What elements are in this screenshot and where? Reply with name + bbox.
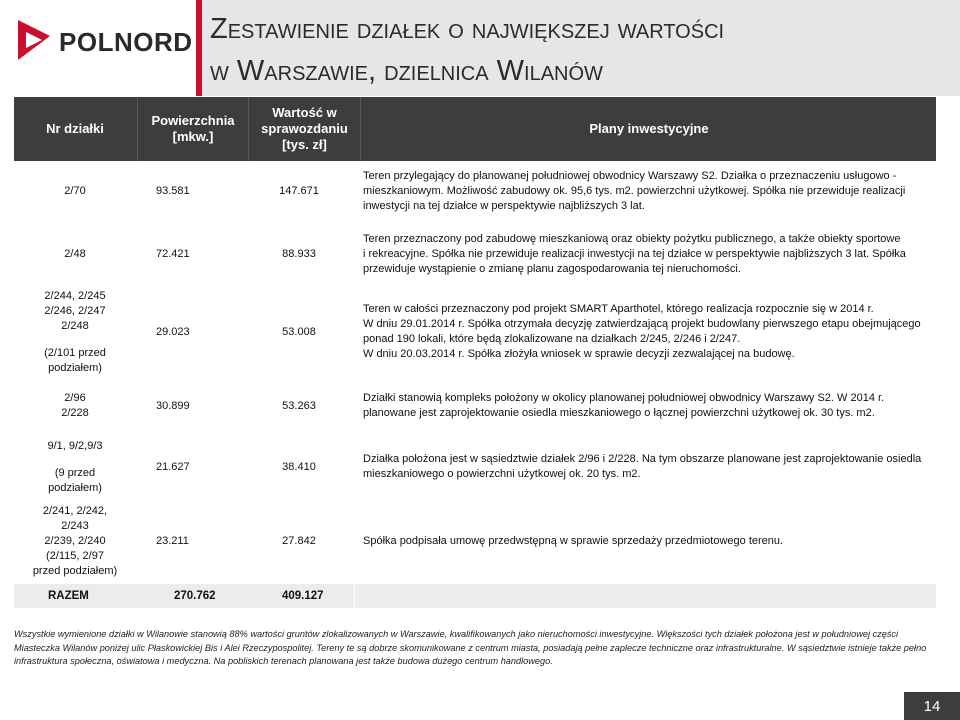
plan-line: Teren przeznaczony pod zabudowę mieszkaniową oraz obiekty pożytku publicznego, a także obiekty sportowe <box>363 233 901 245</box>
plot-plan <box>363 169 936 214</box>
page-title <box>210 8 950 92</box>
plan-line: W dniu 29.01.2014 r. Spółka otrzymała decyzję zatwierdzającą projekt budowlany pierwszego etapu obejmującego <box>363 318 921 330</box>
plot-plan <box>363 302 936 362</box>
plan-line: mieszkaniowego o powierzchni użytkowej ok. 20 tys. m2. <box>363 468 641 480</box>
total-area: 270.762 <box>174 590 216 602</box>
plot-value: 38.410 <box>282 460 316 473</box>
plot-id-line: 9/1, 9/2,9/3 <box>47 439 103 452</box>
plot-id <box>14 163 136 219</box>
plan-line: W dniu 20.03.2014 r. Spółka złożyła wniosek w sprawie decyzji zezwalającej na budowę. <box>363 348 795 360</box>
table-row <box>14 287 936 377</box>
logo-mark-icon <box>14 18 54 62</box>
plot-id <box>14 503 136 579</box>
plot-area: 93.581 <box>156 184 190 197</box>
plot-value: 88.933 <box>282 247 316 260</box>
plan-line: inwestycji na tej działce w perspektywie najbliższych 3 lat. <box>363 200 645 212</box>
plot-plan <box>363 452 936 482</box>
plot-area: 21.627 <box>156 460 190 473</box>
plot-id-line: (9 przed <box>54 466 96 479</box>
plot-id <box>14 287 136 377</box>
plot-plan <box>363 391 936 421</box>
plan-line: Teren przylegający do planowanej południowej obwodnicy Warszawy S2. Działka o przeznaczeniu usługowo - <box>363 170 897 182</box>
title-line-2: w Warszawie, dzielnica Wilanów <box>210 55 603 87</box>
plan-line: Teren w całości przeznaczony pod projekt SMART Aparthotel, którego realizacja rozpocznie się w 2014 r. <box>363 303 874 315</box>
plot-plan <box>363 232 936 277</box>
plot-id <box>14 226 136 282</box>
table-row <box>14 384 936 428</box>
plot-id <box>14 384 136 428</box>
table-row <box>14 503 936 579</box>
table-row <box>14 226 936 282</box>
plan-line: i rekreacyjne. Spółka nie przewiduje realizacji inwestycji na tej działce w perspektywie najbliższych 3 lat. Spółka <box>363 248 906 260</box>
plan-line: Spółka podpisała umowę przedwstępną w sprawie sprzedaży przedmiotowego terenu. <box>363 535 784 547</box>
total-row <box>14 584 936 608</box>
plot-id-line: 2/246, 2/247 <box>44 304 106 317</box>
plot-id-line: 2/241, 2/242, <box>42 504 108 517</box>
plot-id-line: 2/96 <box>64 392 86 404</box>
plot-id-line: 2/243 <box>61 519 89 532</box>
header-area: Powierzchnia [mkw.] <box>137 97 248 161</box>
plot-id-line: 2/48 <box>64 247 86 260</box>
total-label: RAZEM <box>48 590 89 602</box>
plot-id-line: podziałem) <box>48 481 102 494</box>
plot-id <box>14 434 136 500</box>
plot-id-line: 2/228 <box>61 407 89 419</box>
title-accent <box>196 0 202 96</box>
plot-value: 53.263 <box>282 399 316 412</box>
header-value: Wartość w sprawozdaniu [tys. zł] <box>248 97 360 161</box>
plan-line: planowane jest zaprojektowanie osiedla mieszkaniowego o łącznej powierzchni użytkowej ok. 30 tys. m2. <box>363 407 875 419</box>
plan-line: ponad 190 lokali, które będą zlokalizowane na działkach 2/245, 2/246 i 2/247. <box>363 333 741 345</box>
plot-id-line: (2/115, 2/97 <box>46 549 104 562</box>
plot-value: 147.671 <box>279 184 319 197</box>
total-value: 409.127 <box>282 590 324 602</box>
table-row <box>14 434 936 500</box>
plot-id-line: 2/248 <box>61 319 89 332</box>
plot-id-line: (2/101 przed <box>44 346 106 359</box>
plan-line: Działka położona jest w sąsiedztwie działek 2/96 i 2/228. Na tym obszarze planowane jest zaprojektowanie osiedla <box>363 453 922 465</box>
plot-id-line: 2/239, 2/240 <box>44 534 106 547</box>
plan-line: mieszkaniowym. Możliwość zabudowy ok. 95,6 tys. m2. powierzchni użytkowej. Spółka nie przewiduje realizacji <box>363 185 906 197</box>
plan-line: Działki stanowią kompleks położony w okolicy planowanej południowej obwodnicy Warszawy S2. W 2014 r. <box>363 392 885 404</box>
plan-line: przewiduje wystąpienie o zmianę planu zagospodarowania tej nieruchomości. <box>363 263 741 275</box>
plot-plan <box>363 534 936 549</box>
header-plot-no: Nr działki <box>46 121 104 136</box>
plot-value: 53.008 <box>282 325 316 338</box>
page-number: 14 <box>904 692 960 720</box>
plot-id-line: podziałem) <box>48 361 102 374</box>
plot-area: 23.211 <box>156 534 189 547</box>
table-header <box>14 97 936 161</box>
logo-text: POLNORD <box>59 27 193 57</box>
plot-area: 29.023 <box>156 325 190 338</box>
total-divider <box>354 584 355 608</box>
plot-id-line: 2/70 <box>64 184 86 197</box>
plot-area: 72.421 <box>156 247 190 260</box>
title-line-1: Zestawienie działek o największej wartości <box>210 13 725 45</box>
plot-area: 30.899 <box>156 399 190 412</box>
table-row <box>14 163 936 219</box>
footnote: Wszystkie wymienione działki w Wilanowie stanowią 88% wartości gruntów zlokalizowanych w Warszawie, kwalifikowanych jako nieruchomości inwestycyjne. Większości tych działek położona jest w południowej części Miasteczka Wilanów poniżej ulic Płaskowickiej Bis i Alei Rzeczypospolitej. Tereny te są dobrze skomunikowane z centrum miasta, posiadają pełne zaplecze techniczne oraz infrastrukturalne. W sąsiedztwie istnieje także pełno infrastruktura społeczna, oświatowa i medyczna. Na pobliskich terenach planowana jest także budowa dużego centrum handlowego. <box>14 629 927 666</box>
polnord-logo <box>14 18 193 62</box>
plot-value: 27.842 <box>282 534 316 547</box>
plot-id-line: 2/244, 2/245 <box>44 289 106 302</box>
plot-id-line: przed podziałem) <box>32 564 118 577</box>
header-plans: Plany inwestycyjne <box>360 97 937 161</box>
